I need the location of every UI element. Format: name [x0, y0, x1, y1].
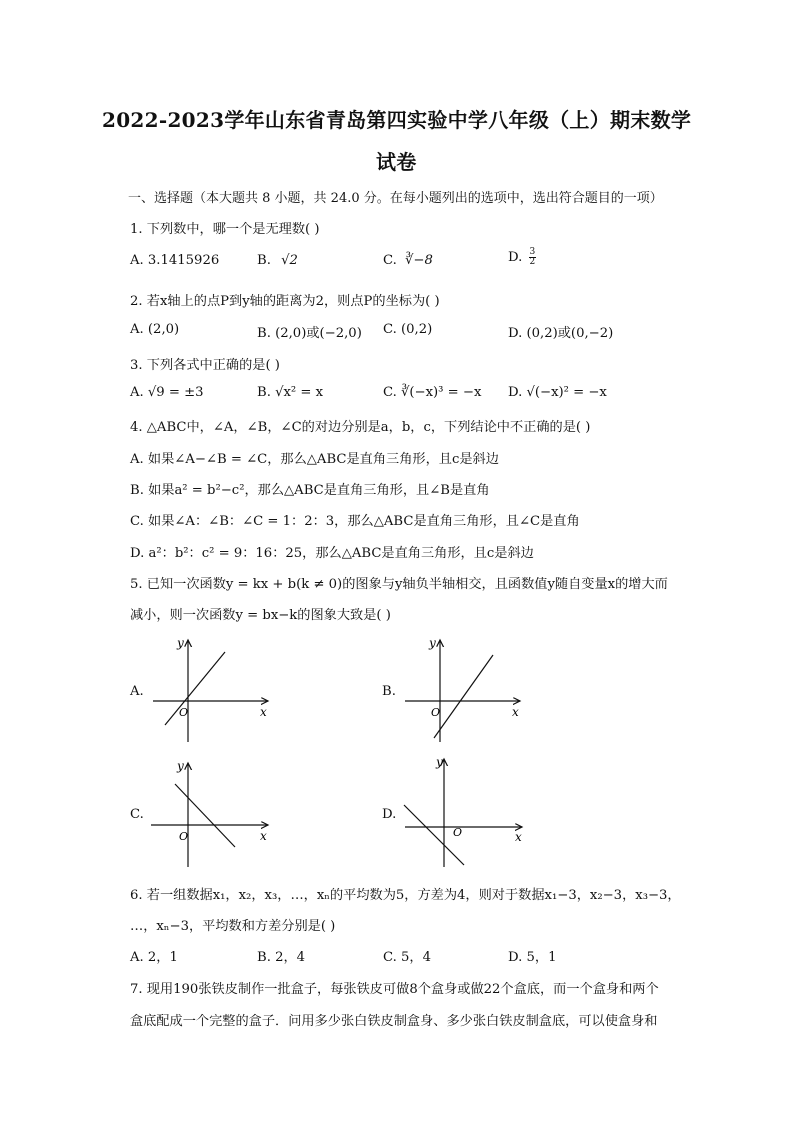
question-7-stem-line2: 盒底配成一个完整的盒子．问用多少张白铁皮制盒身、多少张白铁皮制盒底，可以使盒身和	[130, 1014, 658, 1029]
question-2-stem: 2. 若x轴上的点P到y轴的距离为2，则点P的坐标为( )	[130, 294, 440, 309]
question-2-option-c: C. (0,2)	[383, 322, 433, 337]
origin-label: O	[179, 706, 189, 719]
graph-c-label: C.	[130, 807, 144, 822]
y-axis-label: y	[436, 755, 443, 769]
question-4-option-b: B. 如果a² = b²−c²，那么△ABC是直角三角形，且∠B是直角	[130, 483, 490, 498]
question-3-stem: 3. 下列各式中正确的是( )	[130, 358, 280, 373]
question-7-stem-line1: 7. 现用190张铁皮制作一批盒子，每张铁皮可做8个盒身或做22个盒底，而一个盒身和两个	[130, 982, 659, 997]
fraction-numerator: 3	[529, 247, 536, 257]
question-4-option-d: D. a²：b²：c² = 9：16：25，那么△ABC是直角三角形，且c是斜边	[130, 546, 534, 561]
option-b-label: B.	[257, 253, 271, 268]
y-axis-label: y	[177, 759, 184, 773]
question-1-option-b	[257, 253, 298, 268]
question-1-option-a: A. 3.1415926	[130, 253, 220, 268]
question-1-option-c	[383, 253, 433, 268]
option-c-value: ∛−8	[405, 253, 433, 268]
question-3-option-b: B. √x² = x	[257, 385, 324, 400]
section-heading: 一、选择题（本大题共 8 小题，共 24.0 分。在每小题列出的选项中，选出符合题目的一项）	[128, 191, 663, 206]
question-3-option-a: A. √9 = ±3	[130, 385, 204, 400]
question-2-option-a: A. (2,0)	[130, 322, 180, 337]
function-line	[165, 652, 225, 725]
question-6-stem-line2: …，xₙ−3，平均数和方差分别是( )	[130, 919, 336, 934]
function-line	[434, 655, 493, 738]
question-4-option-c: C. 如果∠A：∠B：∠C = 1：2：3，那么△ABC是直角三角形，且∠C是直角	[130, 514, 580, 529]
y-axis-label: y	[429, 636, 436, 650]
graph-b	[400, 630, 530, 745]
question-2-option-b: B. (2,0)或(−2,0)	[257, 326, 362, 341]
question-5-stem-line1: 5. 已知一次函数y = kx + b(k ≠ 0)的图象与y轴负半轴相交，且函数值y随自变量x的增大而	[130, 577, 668, 592]
question-6-option-c: C. 5，4	[383, 950, 431, 965]
graph-a-label: A.	[130, 684, 144, 699]
y-axis-label: y	[177, 636, 184, 650]
origin-label: O	[431, 706, 441, 719]
x-axis-label: x	[260, 705, 267, 719]
page-title-line1: 2022-2023学年山东省青岛第四实验中学八年级（上）期末数学	[102, 108, 692, 132]
option-b-value: √2	[281, 253, 298, 268]
graph-b-label: B.	[382, 684, 396, 699]
question-1-option-d	[508, 248, 536, 267]
origin-label: O	[179, 830, 189, 843]
graph-c	[148, 755, 278, 870]
question-6-option-d: D. 5，1	[508, 950, 557, 965]
question-1-stem: 1. 下列数中，哪一个是无理数( )	[130, 222, 320, 237]
option-d-fraction	[529, 248, 537, 267]
question-5-stem-line2: 减小，则一次函数y = bx−k的图象大致是( )	[130, 608, 391, 623]
question-6-stem-line1: 6. 若一组数据x₁，x₂，x₃，…，xₙ的平均数为5，方差为4，则对于数据x₁−3，x₂−3，x₃−3，	[130, 888, 681, 903]
graph-d-label: D.	[382, 807, 397, 822]
x-axis-label: x	[515, 830, 522, 844]
question-3-option-d: D. √(−x)² = −x	[508, 385, 607, 400]
page-title-line2: 试卷	[376, 150, 417, 174]
origin-label: O	[453, 826, 463, 839]
question-4-stem: 4. △ABC中，∠A，∠B，∠C的对边分别是a，b，c，下列结论中不正确的是( )	[130, 420, 591, 435]
question-6-option-b: B. 2，4	[257, 950, 306, 965]
question-2-option-d: D. (0,2)或(0,−2)	[508, 326, 614, 341]
question-3-option-c: C. ∛(−x)³ = −x	[383, 385, 482, 400]
x-axis-label: x	[260, 829, 267, 843]
graph-d	[400, 755, 530, 870]
question-4-option-a: A. 如果∠A−∠B = ∠C，那么△ABC是直角三角形，且c是斜边	[130, 452, 499, 467]
option-c-label: C.	[383, 253, 397, 268]
option-d-label: D.	[508, 250, 523, 265]
fraction-denominator: 2	[529, 257, 536, 267]
question-6-option-a: A. 2，1	[130, 950, 178, 965]
graph-a	[148, 630, 278, 745]
x-axis-label: x	[512, 705, 519, 719]
